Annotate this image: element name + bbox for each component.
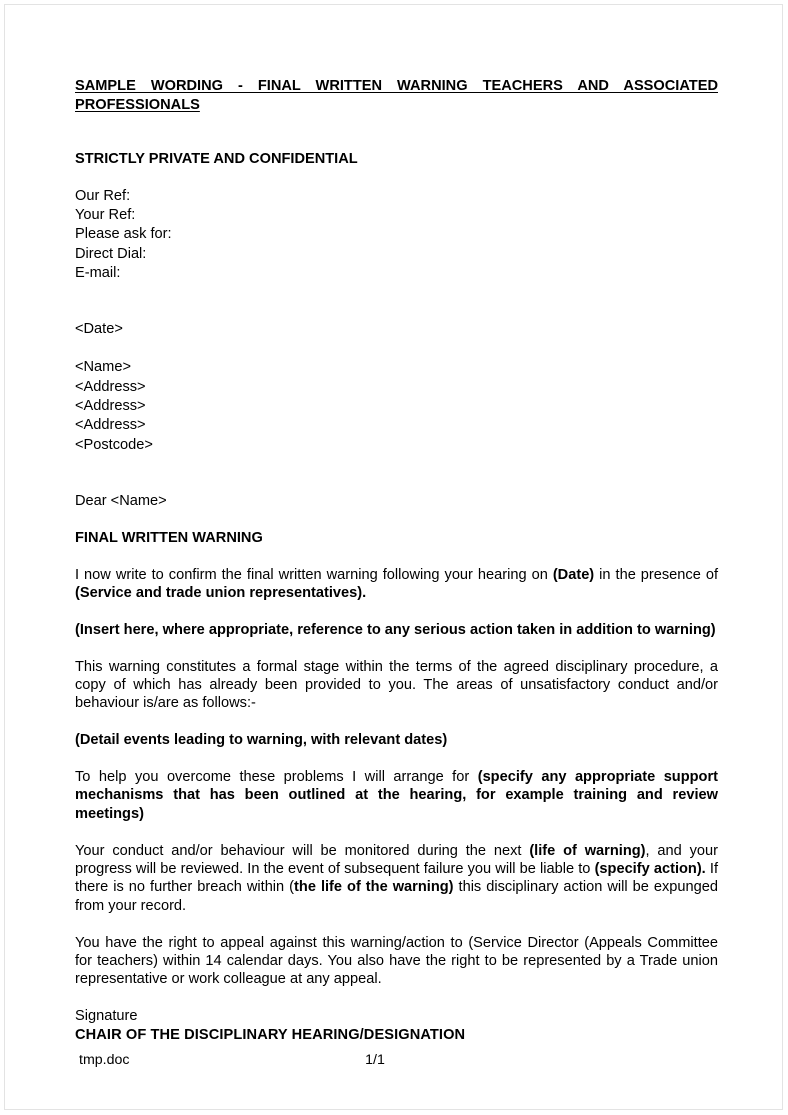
salutation: Dear <Name> <box>75 493 167 509</box>
confidentiality-notice: STRICTLY PRIVATE AND CONFIDENTIAL <box>75 150 358 167</box>
date-placeholder <box>75 320 718 339</box>
confirmation-text-2: in the presence of <box>594 566 718 583</box>
document-body <box>75 77 718 1046</box>
address-postcode: <Postcode> <box>75 436 153 453</box>
subject-heading: FINAL WRITTEN WARNING <box>75 529 263 546</box>
monitoring-bold-specify-action: (specify action). <box>594 861 706 878</box>
footer-file-name: tmp.doc <box>79 1052 130 1068</box>
support-text-1: To help you overcome these problems I will arrange for <box>75 769 478 785</box>
address-block <box>75 358 718 455</box>
signature-role: CHAIR OF THE DISCIPLINARY HEARING/DESIGNATION <box>75 1027 466 1044</box>
our-ref-label: Our Ref: <box>75 187 131 204</box>
confirmation-bold-representatives: (Service and trade union representatives). <box>75 585 367 601</box>
your-ref-label: Your Ref: <box>75 206 136 223</box>
confirmation-bold-date: (Date) <box>552 566 595 583</box>
confirmation-text-1: I now write to confirm the final written warning following your hearing on <box>75 566 553 583</box>
monitoring-bold-life-of-warning: (life of warning) <box>529 842 646 859</box>
address-name: <Name> <box>75 359 131 376</box>
email-label: E-mail: <box>75 265 121 282</box>
paragraph-detail-events: (Detail events leading to warning, with relevant dates) <box>75 732 448 749</box>
address-line-3: <Address> <box>75 417 146 434</box>
paragraph-confirmation <box>75 566 718 603</box>
monitoring-bold-life-of-the-warning: the life of the warning) <box>294 879 454 896</box>
spacer-before-salutation <box>75 474 718 492</box>
document-page <box>4 4 783 1110</box>
reference-block <box>75 187 718 284</box>
paragraph-monitoring <box>75 842 718 916</box>
paragraph-formal-stage: This warning constitutes a formal stage within the terms of the agreed disciplinary procedure, a copy of which has already been provided to you. The areas of unsatisfactory conduct and/or behaviour is/are as follows:- <box>75 658 718 712</box>
address-line-2: <Address> <box>75 398 146 414</box>
paragraph-appeal: You have the right to appeal against this warning/action to (Service Director (Appeals Committee for teachers) within 14 calendar days. You also have the right to be represented by a Trade union representative or work colleague at any appeal. <box>75 934 718 988</box>
please-ask-for-label: Please ask for: <box>75 226 172 243</box>
document-title: SAMPLE WORDING - FINAL WRITTEN WARNING TEACHERS AND ASSOCIATED PROFESSIONALS <box>75 78 718 113</box>
footer-page-number: 1/1 <box>365 1052 385 1068</box>
date-placeholder-text: <Date> <box>75 321 123 338</box>
monitoring-text-3: If there is no further breach within ( <box>75 861 718 896</box>
signature-block <box>75 1007 718 1045</box>
paragraph-insert-note: (Insert here, where appropriate, reference to any serious action taken in addition to warning) <box>75 621 716 638</box>
direct-dial-label: Direct Dial: <box>75 245 147 262</box>
monitoring-text-4: this disciplinary action will be expunged from your record. <box>75 879 718 914</box>
support-bold-mechanisms: (specify any appropriate support mechanisms that has been outlined at the hearing, for example training and review meetings) <box>75 769 719 822</box>
signature-label: Signature <box>75 1008 138 1025</box>
spacer-before-date <box>75 302 718 320</box>
monitoring-text-1: Your conduct and/or behaviour will be monitored during the next <box>75 842 530 859</box>
address-line-1: <Address> <box>75 378 146 395</box>
monitoring-text-2: , and your progress will be reviewed. In the event of subsequent failure you will be liable to <box>75 842 718 878</box>
paragraph-support <box>75 768 718 823</box>
